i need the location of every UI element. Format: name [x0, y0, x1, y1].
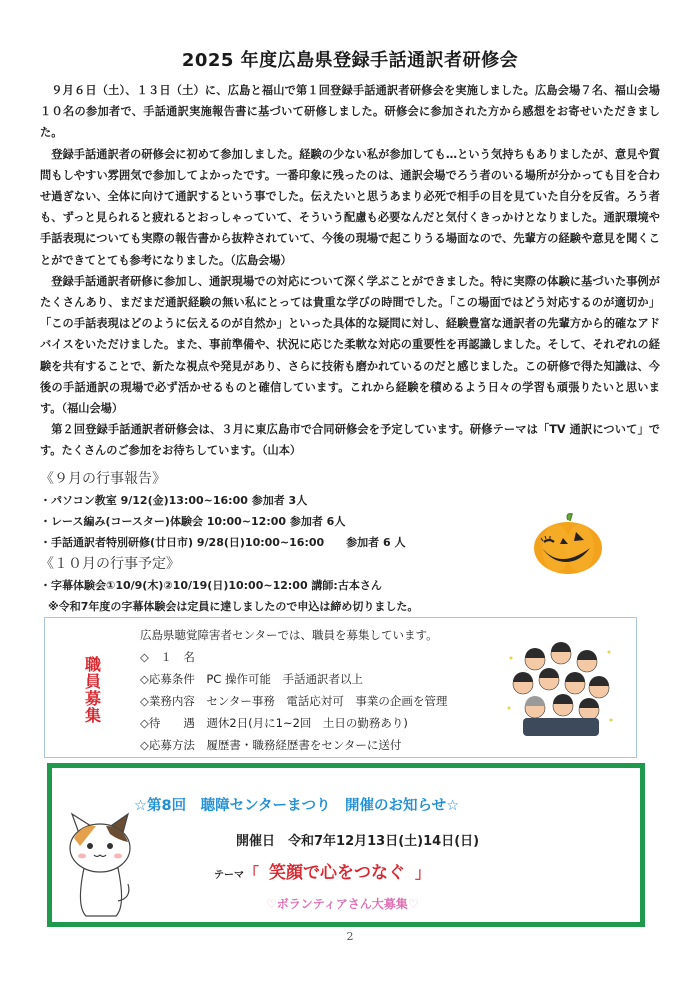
theme-close-quote: 」: [415, 864, 431, 882]
staff-recruitment-label: 職員募集: [84, 655, 101, 725]
volunteer-text: ボランティアさん大募集: [276, 897, 408, 911]
festival-announcement-box: [47, 763, 645, 927]
recruitment-intro: 広島県聴覚障害者センターでは、職員を募集しています。: [140, 628, 438, 642]
festival-theme: [214, 858, 430, 883]
october-schedule-heading: 《１０月の行事予定》: [40, 556, 180, 572]
calico-cat-illustration-icon: [66, 806, 136, 921]
staff-recruitment-box: [44, 617, 637, 758]
volunteer-recruitment: [266, 895, 419, 912]
theme-value: 笑顔で心をつなぐ: [269, 863, 406, 883]
hiroshima-impression-paragraph: 登録手話通訳者の研修会に初めて参加しました。経験の少ない私が参加しても…という気持ちもありましたが、意見や質問もしやすい雰囲気で参加してよかったです。一番印象に残ったのは、通訳会場でろう者のいる場所が分かっても目を合わせ過ぎない、全体に向けて通訳するという事でした。伝えたいと思うあまり必死で相手の目を見ていた自分を反省。ろう者も、ずっと見られると疲れるとおっしゃっていて、そういう配慮も必要なんだと気付くきっかけとなりました。通訳環境や手話表現についても実際の報告書から抜粋されていて、今後の現場で起こりうる場面なので、先輩方の経験や意見を聞くことができてとても参考になりました。（広島会場）: [40, 147, 660, 267]
heart-icon: ♡: [407, 897, 419, 911]
fukuyama-impression-paragraph: 登録手話通訳者研修に参加し、通訳現場での対応について深く学ぶことができました。特に実際の体験に基づいた事例がたくさんあり、まだまだ通訳経験の無い私にとっては貴重な学びの時間でした。「この場面ではどう対応するのが適切か」「この手話表現はどのように伝えるのが自然か」といった具体的な疑問に対し、経験豊富な通訳者の先輩方から的確なアドバイスをいただけました。また、事前準備や、状況に応じた柔軟な対応の重要性を再認識しました。そして、それぞれの経験を共有することで、新たな視点や発見があり、さらに技術も磨かれているのだと感じました。この研修で得た知識は、今後の手話通訳の現場で必ず活かせるものと確信しています。これから経験を積めるよう日々の学習も頑張りたいと思います。（福山会場）: [40, 274, 660, 416]
event-item: ・手話通訳者特別研修(廿日市) 9/28(日)10:00~16:00 参加者 6 人: [40, 536, 406, 549]
recruitment-headcount: ◇ １ 名: [140, 650, 195, 664]
page-number: 2: [346, 930, 354, 943]
theme-open-quote: 「: [244, 864, 260, 882]
recruitment-requirements: ◇応募条件 PC 操作可能 手話通訳者以上: [140, 672, 363, 686]
cheering-people-illustration-icon: [505, 638, 615, 738]
page-title: 2025 年度広島県登録手話通訳者研修会: [181, 50, 519, 71]
event-item: ・パソコン教室 9/12(金)13:00~16:00 参加者 3人: [40, 494, 308, 507]
next-training-paragraph: 第２回登録手話通訳者研修会は、３月に東広島市で合同研修会を予定しています。研修テーマは「TV 通訳について」です。たくさんのご参加をお待ちしています。（山本）: [40, 423, 660, 458]
event-item: ・レース編み(コースター)体験会 10:00~12:00 参加者 6人: [40, 515, 346, 528]
intro-paragraph: ９月６日（土）、１３日（土）に、広島と福山で第１回登録手話通訳者研修会を実施しました。広島会場７名、福山会場１０名の参加者で、手話通訳実施報告書に基づいて研修しました。研修会に参加された方から感想をお寄せいただきました。: [40, 84, 660, 140]
subtitle-closed-note: ※令和7年度の字幕体験会は定員に達しましたので申込は締め切りました。: [48, 600, 419, 613]
theme-label: テーマ: [214, 870, 244, 881]
recruitment-details: [140, 624, 447, 756]
jack-o-lantern-icon: [530, 512, 606, 576]
recruitment-application-method: ◇応募方法 履歴書・職務経歴書をセンターに送付: [140, 738, 402, 752]
september-report-heading: 《９月の行事報告》: [40, 471, 166, 487]
recruitment-conditions: ◇待 遇 週休2日(月に1~2回 土日の勤務あり): [140, 716, 408, 730]
events-section: [40, 468, 520, 617]
heart-icon: ♡: [266, 897, 277, 911]
festival-date: 開催日 令和7年12月13日(土)14日(日): [236, 834, 480, 849]
recruitment-duties: ◇業務内容 センター事務 電話応対可 事業の企画を管理: [140, 694, 448, 708]
article-body: [40, 80, 660, 462]
festival-title: ☆第8回 聴障センターまつり 開催のお知らせ☆: [134, 798, 460, 814]
event-item: ・字幕体験会①10/9(木)②10/19(日)10:00~12:00 講師:古本さん: [40, 579, 382, 592]
